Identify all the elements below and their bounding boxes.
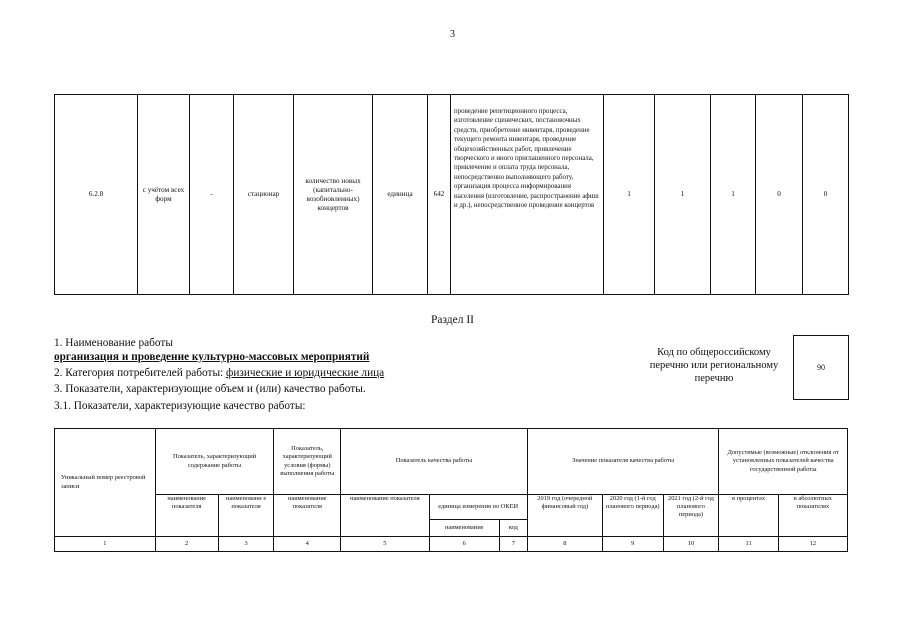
table-row bbox=[55, 537, 848, 552]
subheader-name: наименование показателя bbox=[341, 495, 430, 537]
column-number: 10 bbox=[663, 537, 719, 552]
subheader-percent: в процентах bbox=[719, 495, 778, 537]
value-cell: 0 bbox=[756, 95, 803, 295]
value-cell: 1 bbox=[711, 95, 756, 295]
column-number: 2 bbox=[155, 537, 218, 552]
works-description: проведение репетиционного процесса, изготовление сценических, постановочных средств, приобретение инвентаря, проведение текущего ремонта инвентаря, проведение общехозяйственных работ, привлечение творческого и иного приглашенного персонала, привлечение и оплата труда персонала, непосредственно выполняющего работу, организация процесса информирования населения (изготовление, распространение афиш и др.), непосредственное проведение концертов bbox=[451, 95, 604, 295]
page-number: 3 bbox=[450, 29, 455, 40]
column-number: 6 bbox=[429, 537, 499, 552]
column-number: 5 bbox=[341, 537, 430, 552]
subheader-unit: единица измерения по ОКЕИ bbox=[429, 495, 527, 520]
column-number: 8 bbox=[527, 537, 602, 552]
content-cell: с учётом всех форм bbox=[138, 95, 190, 295]
section-title: Раздел II bbox=[430, 314, 475, 326]
subheader-year-1: 2019 год (очередной финансовый год) bbox=[527, 495, 602, 537]
header-quality: Показатель качества работы bbox=[341, 429, 528, 495]
header-conditions: Показатель, характеризующий условия (формы) выполнения работы bbox=[274, 429, 341, 495]
header-content: Показатель, характеризующий содержание работы bbox=[155, 429, 274, 495]
subheader-unit-code: код bbox=[499, 520, 527, 537]
continued-table bbox=[54, 94, 849, 295]
subheader-year-2: 2020 год (1-й год планового периода) bbox=[602, 495, 663, 537]
code-box: 90 bbox=[793, 335, 849, 400]
subheader-absolute: в абсолютных показателях bbox=[778, 495, 847, 537]
column-number: 7 bbox=[499, 537, 527, 552]
column-number: 1 bbox=[55, 537, 156, 552]
consumer-category-value: физические и юридические лица bbox=[226, 367, 385, 379]
header-registry: Уникальный номер реестровой записи bbox=[55, 429, 156, 537]
header-value: Значение показателя качества работы bbox=[527, 429, 719, 495]
registry-code: 6.2.8 bbox=[55, 95, 138, 295]
subheader-name: наименование показателя bbox=[274, 495, 341, 537]
subheader-unit-name: наименование bbox=[429, 520, 499, 537]
table-row bbox=[55, 95, 849, 295]
value-cell: 1 bbox=[604, 95, 655, 295]
column-number: 3 bbox=[218, 537, 274, 552]
work-name-label: 1. Наименование работы bbox=[54, 337, 173, 349]
condition-cell: стационар bbox=[234, 95, 294, 295]
column-number: 12 bbox=[778, 537, 847, 552]
column-number: 11 bbox=[719, 537, 778, 552]
okei-cell: 642 bbox=[428, 95, 451, 295]
consumer-category bbox=[54, 367, 384, 379]
value-cell: 0 bbox=[803, 95, 849, 295]
indicators-heading: 3. Показатели, характеризующие объем и (или) качество работы. bbox=[54, 383, 366, 395]
column-number: 4 bbox=[274, 537, 341, 552]
subheader-year-3: 2021 год (2-й год планового периода) bbox=[663, 495, 719, 537]
quality-heading: 3.1. Показатели, характеризующие качество работы: bbox=[54, 400, 306, 412]
header-deviation: Допустимые (возможные) отклонения от установленных показателей качества государственной работы bbox=[719, 429, 848, 495]
dash-cell: - bbox=[190, 95, 234, 295]
table-row bbox=[55, 429, 848, 495]
unit-cell: единица bbox=[373, 95, 428, 295]
quality-table bbox=[54, 428, 848, 552]
consumer-category-label: 2. Категория потребителей работы: bbox=[54, 367, 227, 379]
subheader-name: наименование показателя bbox=[155, 495, 218, 537]
value-cell: 1 bbox=[655, 95, 711, 295]
code-label: Код по общероссийскому перечню или региональному перечню bbox=[649, 347, 779, 384]
table-row bbox=[55, 495, 848, 520]
column-number: 9 bbox=[602, 537, 663, 552]
subheader-name: наименовани е показателя bbox=[218, 495, 274, 537]
indicator-cell: количество новых (капитально-возобновленных) концертов bbox=[294, 95, 373, 295]
work-name: организация и проведение культурно-массовых мероприятий bbox=[54, 351, 370, 363]
